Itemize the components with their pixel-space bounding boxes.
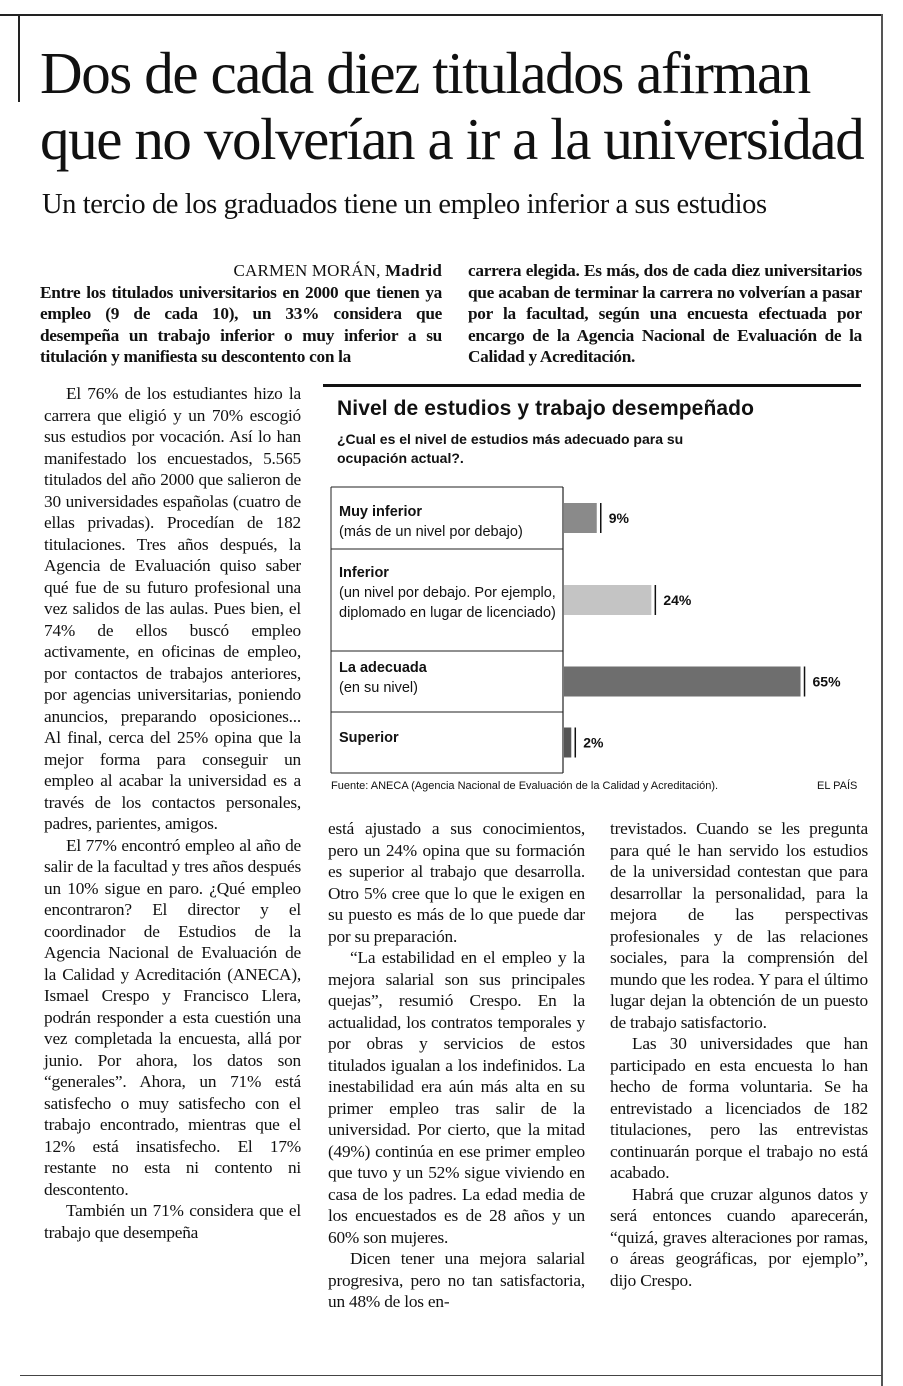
headline-line-1: Dos de cada diez titulados afirman — [40, 40, 810, 106]
chart-title: Nivel de estudios y trabajo desempeñado — [337, 397, 755, 420]
value-label: 65% — [812, 673, 841, 690]
intro-column-1 — [40, 260, 442, 368]
left-rule — [18, 14, 20, 102]
paragraph: trevistados. Cuando se les pregunta para qué le han servido los estudios de la universidad contestan que para desarrollar la personalidad, para la mejora de las perspectivas profesionales y de las relaciones sociales, para la comprensión del mundo que les rodea. Y para el último lugar dejan la obtención de un puesto de trabajo satisfactorio. — [610, 819, 868, 1032]
paragraph: El 77% encontró empleo al año de salir de la facultad y tres años después un 10% sigue en paro. ¿Qué empleo encontraron? El director y el coordinador de Estudios de la Agencia Nacional de Evaluación de la Calidad y Acreditación (ANECA), Ismael Crespo y Francisco Llera, podrán responder a esta cuestión una vez completada la encuesta, allá por junio. Por ahora, los datos son “generales”. Ahora, un 71% está satisfecho o muy satisfecho con el trabajo encontrado, mientras que el 12% está insatisfecho. El 17% restante no esta ni contento ni descontento. — [44, 835, 301, 1199]
paragraph: Las 30 universidades que han participado en esta encuesta lo han hecho de forma voluntaria. Se ha entrevistado a licenciados de 182 titulaciones, pero las entrevistas continuarán porque el trabajo no está acabado. — [610, 1034, 868, 1182]
body-column-2 — [328, 818, 585, 1313]
value-label: 9% — [608, 510, 629, 526]
bar-chart — [323, 384, 861, 796]
byline — [40, 260, 442, 282]
paragraph: “La estabilidad en el empleo y la mejora salarial son sus principales quejas”, resumió Crespo. En la actualidad, los contratos temporales y por obras y servicios de estos titulados igualan a los indefinidos. La inestabilidad era aún más alta en su primer empleo tras salir de la universidad. Por cierto, que la mitad (49%) continúa en ese primer empleo que tuvo y un 52% sigue viviendo en casa de los padres. La edad media de los encuestados es de 28 años y un 60% son mujeres. — [328, 948, 585, 1247]
category-label-adecuada: La adecuada (en su nivel) — [339, 660, 427, 696]
intro-text-1: Entre los titulados universitarios en 2000 que tienen ya empleo (9 de cada 10), un 33% considera que desempeña un trabajo inferior o muy inferior a su titulación y manifiesta su descontento con la — [40, 282, 442, 366]
category-label-superior: Superior — [339, 730, 399, 746]
subheadline: Un tercio de los graduados tiene un empleo inferior a sus estudios — [42, 189, 767, 220]
value-label: 2% — [583, 734, 604, 751]
intro-text-2: carrera elegida. Es más, dos de cada diez universitarios que acaban de terminar la carrera no volverían a pasar por la facultad, según una encuesta efectuada por encargo de la Agencia Nacional de Evaluación de la Calidad y Acreditación. — [468, 261, 862, 366]
paragraph: Habrá que cruzar algunos datos y será entonces cuando aparecerán, “quizá, graves alteraciones por ramas, o áreas geográficas, por ejemplo”, dijo Crespo. — [610, 1184, 868, 1290]
paragraph: está ajustado a sus conocimientos, pero un 24% opina que su formación es superior al trabajo que desarrolla. Otro 5% cree que lo que le exigen en su puesto es más de lo que puede dar por su preparación. — [328, 819, 585, 946]
value-label: 24% — [663, 592, 692, 608]
paragraph: Dicen tener una mejora salarial progresiva, pero no tan satisfactoria, un 48% de los en- — [328, 1249, 585, 1311]
headline — [40, 40, 880, 172]
author: CARMEN MORÁN, — [233, 261, 381, 280]
bar-inferior — [564, 585, 651, 615]
body-column-3 — [610, 818, 868, 1291]
bottom-rule — [20, 1375, 882, 1376]
top-rule — [0, 14, 883, 16]
location: Madrid — [385, 261, 442, 280]
chart-credit: EL PAÍS — [817, 780, 858, 792]
bar-superior — [564, 728, 571, 758]
bar-la-adecuada — [564, 667, 801, 697]
body-column-1 — [44, 383, 301, 1243]
headline-line-2: que no volverían a ir a la universidad — [40, 106, 864, 172]
paragraph: También un 71% considera que el trabajo que desempeña — [44, 1201, 301, 1242]
chart-source: Fuente: ANECA (Agencia Nacional de Evaluación de la Calidad y Acreditación). — [331, 780, 719, 792]
category-label-inferior: Inferior (un nivel por debajo. Por ejemplo, diplomado en lugar de licenciado) — [339, 565, 556, 621]
bar-muy-inferior — [564, 503, 597, 533]
category-label-muy-inferior: Muy inferior (más de un nivel por debajo) — [339, 504, 523, 540]
chart-question: ¿Cual es el nivel de estudios más adecuado para su ocupación actual?. — [337, 431, 684, 466]
paragraph: El 76% de los estudiantes hizo la carrera que eligió y un 70% escogió sus estudios por vocación. Así lo han manifestado los encuestados, 5.565 titulados del año 2000 que salieron de 30 universidades españolas (cuatro de ellas privadas). Procedían de 182 titulaciones. Tres años después, la Agencia de Evaluación quiso saber qué fue de su futuro profesional una vez salidos de las aulas. Pues bien, el 74% de ellos buscó empleo activamente, en oficinas de empleo, por contactos de trabajos anteriores, por agencias universitarias, poniendo anuncios, preparando oposiciones... Al final, cerca del 25% opina que la mejor forma para conseguir un empleo al acabar la universidad es a través de los contactos personales, padres, parientes, amigos. — [44, 384, 301, 833]
